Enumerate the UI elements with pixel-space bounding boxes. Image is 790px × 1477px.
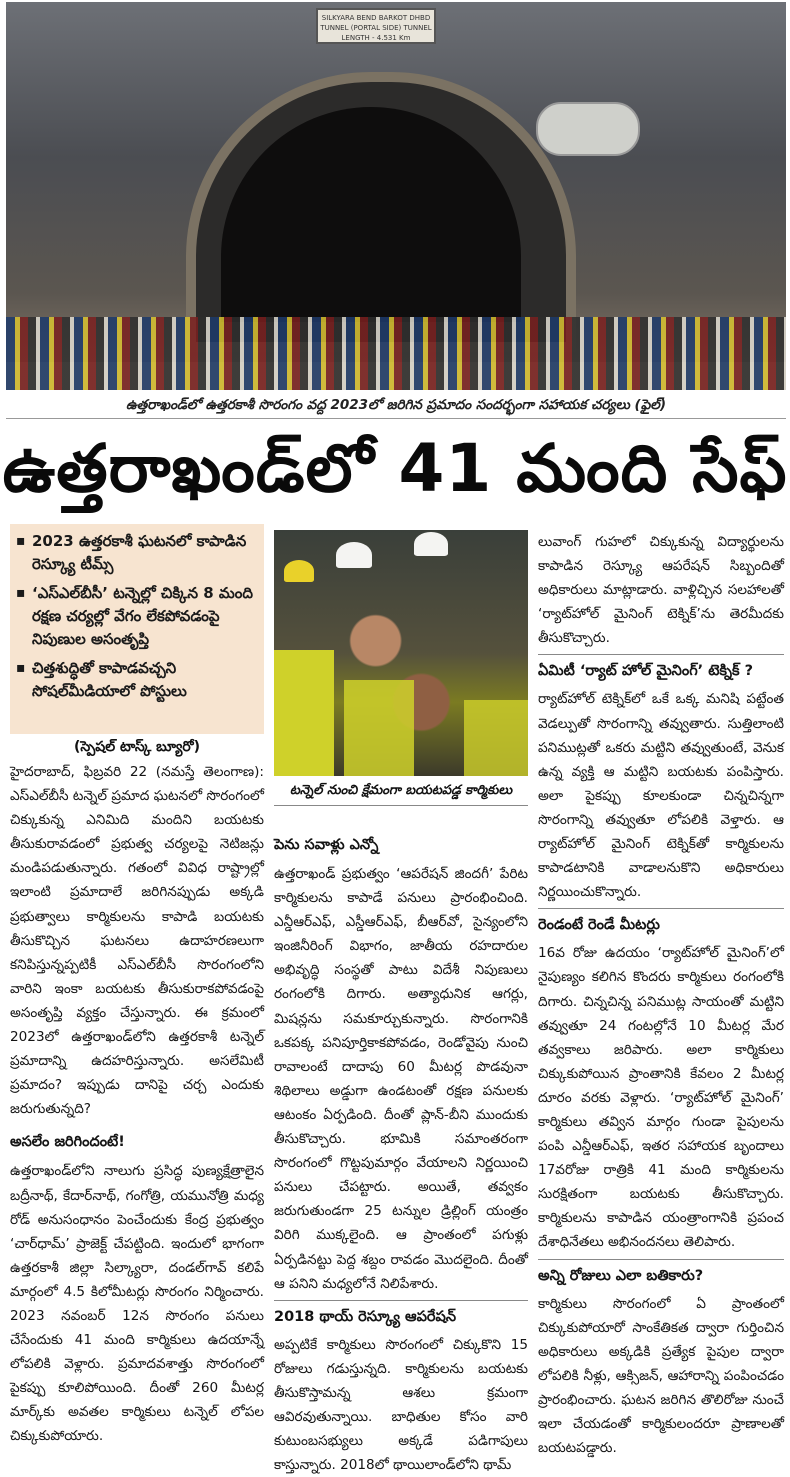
- divider: [6, 418, 786, 419]
- vest: [274, 650, 334, 776]
- subheading: ఏమిటీ ‘ర్యాట్ హోల్ మైనింగ్’ టెక్నిక్ ?: [538, 654, 784, 683]
- helmet: [336, 542, 372, 568]
- paragraph: ఉత్తరాఖండ్‌లోని నాలుగు ప్రసిద్ధ పుణ్యక్షేత్రాలైన బద్రీనాథ్, కేదార్‌నాథ్, గంగోత్రి, యమునోత్రి మధ్య రోడ్ అనుసంధానం పెంచేందుకు కేంద్ర ప్రభుత్వం ‘చార్‌ధామ్’ ప్రాజెక్ట్ చేపట్టింది. ఇందులో భాగంగా ఉత్తరకాశీ జిల్లా సిల్క్యారా, దండల్‌గావ్ కలిపే మార్గంలో 4.5 కిలోమీటర్లు సొరంగం నిర్మించారు. 2023 నవంబర్ 12న సొరంగం పనులు చేసేందుకు 41 మంది కార్మికులు ఉదయాన్నే లోపలికి వెళ్లారు. ప్రమాదవశాత్తు సొరంగంలో పైకప్పు కూలిపోయింది. దీంతో 260 మీటర్ల మార్క్‌కు అవతల కార్మికులు టన్నెల్ లోపల చిక్కుకుపోయారు.: [10, 1163, 264, 1445]
- helmet: [414, 532, 448, 556]
- rescue-crowd: [6, 317, 786, 390]
- subheading: పెను సవాళ్లు ఎన్నో: [274, 837, 379, 853]
- column-1: [10, 760, 264, 1449]
- divider: [274, 805, 528, 806]
- paragraph: లువాంగ్ గుహలో చిక్కుకున్న విద్యార్థులను కాపాడిన రెస్క్యూ ఆపరేషన్ సిబ్బందితో అధికారులు మాట్లాడారు. వాళ్లిచ్చిన సలహాలతో ‘ర్యాట్‌హోల్ మైనింగ్ టెక్నిక్’ను తెరమీదకు తీసుకొచ్చారు.: [538, 534, 784, 647]
- ventilation-fan: [536, 102, 640, 156]
- highlight-item: ▪ ‘ఎస్‌ఎల్‌బీసీ’ టన్నెల్లో చిక్కిన 8 మంది రక్షణ చర్యల్లో వేగం లేకపోవడంపై నిపుణుల అసంతృప్తి: [16, 582, 258, 651]
- subheading: 2018 థాయ్ రెస్క్యూ ఆపరేషన్: [274, 1300, 528, 1329]
- headline: ఉత్తరాఖండ్‌లో 41 మంది సేఫ్: [2, 430, 788, 507]
- photo-caption: ఉత్తరాఖండ్‌లో ఉత్తరకాశీ సొరంగం వద్ద 2023లో జరిగిన ప్రమాదం సందర్భంగా సహాయక చర్యలు (ఫైల్): [125, 397, 667, 413]
- helmet: [284, 560, 314, 582]
- paragraph: 16వ రోజు ఉదయం ‘ర్యాట్‌హోల్ మైనింగ్’లో నైపుణ్యం కలిగిన కొందరు కార్మికులు రంగంలోకి దిగారు. చిన్నచిన్న పనిముట్ల సాయంతో మట్టిని తవ్వుతూ 24 గంటల్లోనే 10 మీటర్ల మేర తవ్వకాలు జరిపారు. అలా కార్మికులు చిక్కుకుపోయిన ప్రాంతానికి కేవలం 2 మీటర్ల దూరం వరకు వెళ్లారు. ‘ర్యాట్‌హోల్ మైనింగ్’ కార్మికులు తవ్విన మార్గం గుండా పైపులను పంపి ఎన్డీఆర్‌ఎఫ్, ఇతర సహాయక బృందాలు 17వరోజు రాత్రికి 41 మంది కార్మికులను సురక్షితంగా బయటకు తీసుకొచ్చారు. కార్మికులను కాపాడిన యంత్రాంగానికి ప్రపంచ దేశాధినేతలు అభినందనలు తెలిపారు.: [538, 945, 784, 1251]
- highlight-item: ▪ చిత్తశుద్ధితో కాపాడవచ్చని సోషల్‌మీడియాలో పోస్టులు: [16, 657, 258, 703]
- byline: (స్పెషల్ టాస్క్ బ్యూరో): [73, 739, 201, 755]
- vest: [464, 700, 528, 776]
- workers-photo: [274, 530, 528, 776]
- paragraph: ఉత్తరాఖండ్ ప్రభుత్వం ‘ఆపరేషన్ జిందగీ’ పేరిట కార్మికులను కాపాడే పనులు ప్రారంభించింది. ఎన్డీఆర్‌ఎఫ్, ఎస్డీఆర్‌ఎఫ్, బీఆర్‌వో, సైన్యంలోని ఇంజినీరింగ్ విభాగం, జాతీయ రహదారుల అభివృద్ధి సంస్థతో పాటు విదేశీ నిపుణులు రంగంలోకి దిగారు. అత్యాధునిక ఆగర్లు, మిషన్లను సమకూర్చుకున్నారు. సొరంగానికి ఒకపక్క పనిపూర్తికాకపోవడం, రెండోవైపు నుంచి రావాలంటే దాదాపు 60 మీటర్ల పొడవునా శిథిలాలు అడ్డుగా ఉండటంతో రక్షణ పనులకు ఆటంకం ఏర్పడింది. దీంతో ప్లాన్-బీని ముందుకు తీసుకొచ్చారు. భూమికి సమాంతరంగా సొరంగంలో గొట్టపుమార్గం వేయాలని నిర్ణయించి పనులు చేపట్టారు. అయితే, తవ్వకం జరుగుతుండగా 25 టన్నుల డ్రిల్లింగ్ యంత్రం విరిగి ముక్కలైంది. ఆ ప్రాంతంలో పగుళ్లు ఏర్పడినట్టు పెద్ద శబ్దం రావడం మొదలైంది. దీంతో ఆ పనిని మధ్యలోనే నిలిపేశారు.: [274, 866, 528, 1292]
- photo-caption: టన్నెల్ నుంచి క్షేమంగా బయటపడ్డ కార్మికులు: [289, 783, 513, 798]
- subheading: అసలేం జరిగిందంటే!: [10, 1134, 125, 1151]
- highlights-box: [10, 524, 264, 734]
- column-3: [538, 530, 784, 1460]
- tunnel-rescue-photo: [6, 2, 786, 390]
- paragraph: హైదరాబాద్, ఫిబ్రవరి 22 (నమస్తే తెలంగాణ): ఎస్‌ఎల్‌బీసీ టన్నెల్ ప్రమాద ఘటనలో సొరంగంలో చిక్కుకున్న ఎనిమిది మందిని బయటకు తీసుకురావడంలో ప్రభుత్వ చర్యలపై నెటిజన్లు మండిపడుతున్నారు. గతంలో వివిధ రాష్ట్రాల్లో ఇలాంటి ప్రమాదాలే జరిగినప్పుడు అక్కడి ప్రభుత్వాలు కార్మికులను కాపాడి బయటకు తీసుకొచ్చిన ఘటనలు ఉదాహరణలుగా కనిపిస్తున్నప్పటికీ ఎస్‌ఎల్‌బీసీ సొరంగంలోని వారిని ఇంకా బయటకు తీసుకురాకపోవడంపై అసంతృప్తి వ్యక్తం చేస్తున్నారు. ఈ క్రమంలో 2023లో ఉత్తరాఖండ్‌లోని ఉత్తరకాశీ టన్నెల్ ప్రమాదాన్ని ఉదహరిస్తున్నారు. అసలేమిటీ ప్రమాదం? ఇప్పుడు దానిపై చర్చ ఎందుకు జరుగుతున్నది?: [10, 764, 264, 1118]
- paragraph: కార్మికులు సొరంగంలో ఏ ప్రాంతంలో చిక్కుకుపోయారో సాంకేతికత ద్వారా గుర్తించిన అధికారులు అక్కడికి ప్రత్యేక పైపుల ద్వారా లోపలికి నీళ్లు, ఆక్సిజన్, ఆహారాన్ని పంపించడం ప్రారంభించారు. ఘటన జరిగిన తొలిరోజు నుంచే ఇలా చేయడంతో కార్మికులందరూ ప్రాణాలతో బయటపడ్డారు.: [538, 1295, 784, 1457]
- vest: [344, 680, 414, 776]
- paragraph: ర్యాట్‌హోల్ టెక్నిక్‌లో ఒకే ఒక్క మనిషి పట్టేంత వెడల్పుతో సొరంగాన్ని తవ్వుతారు. సుత్తిలాంటి పనిముట్లతో ఒకరు మట్టిని తవ్వుతుంటే, వెనుక ఉన్న వ్యక్తి ఆ మట్టిని బయటకు పంపిస్తారు. అలా పైకప్పు కూలకుండా చిన్నచిన్నగా సొరంగాన్ని తవ్వుతూ లోపలికి వెళ్తారు. ఆ ర్యాట్‌హోల్ మైనింగ్ టెక్నిక్‌తో కార్మికులను కాపాడటానికి వాడాలనుకొని అధికారులు నిర్ణయించుకొన్నారు.: [538, 691, 784, 901]
- tunnel-sign: SILKYARA BEND BARKOT DHBD TUNNEL (PORTAL SIDE) TUNNEL LENGTH - 4.531 Km: [316, 8, 436, 44]
- column-2: [274, 832, 528, 1477]
- subheading: అన్ని రోజులు ఎలా బతికారు?: [538, 1259, 784, 1288]
- paragraph: అప్పటికే కార్మికులు సొరంగంలో చిక్కుకొని 15 రోజులు గడుస్తున్నది. కార్మికులను బయటకు తీసుకొస్తామన్న ఆశలు క్రమంగా ఆవిరవుతున్నాయి. బాధితుల కోసం వారి కుటుంబసభ్యులు అక్కడే పడిగాపులు కాస్తున్నారు. 2018లో థాయిలాండ్‌లోని థామ్: [274, 1336, 528, 1474]
- subheading: రెండంటే రెండే మీటర్లు: [538, 908, 784, 937]
- highlight-item: ▪ 2023 ఉత్తరకాశీ ఘటనలో కాపాడిన రెస్క్యూ టీమ్స్: [16, 530, 258, 576]
